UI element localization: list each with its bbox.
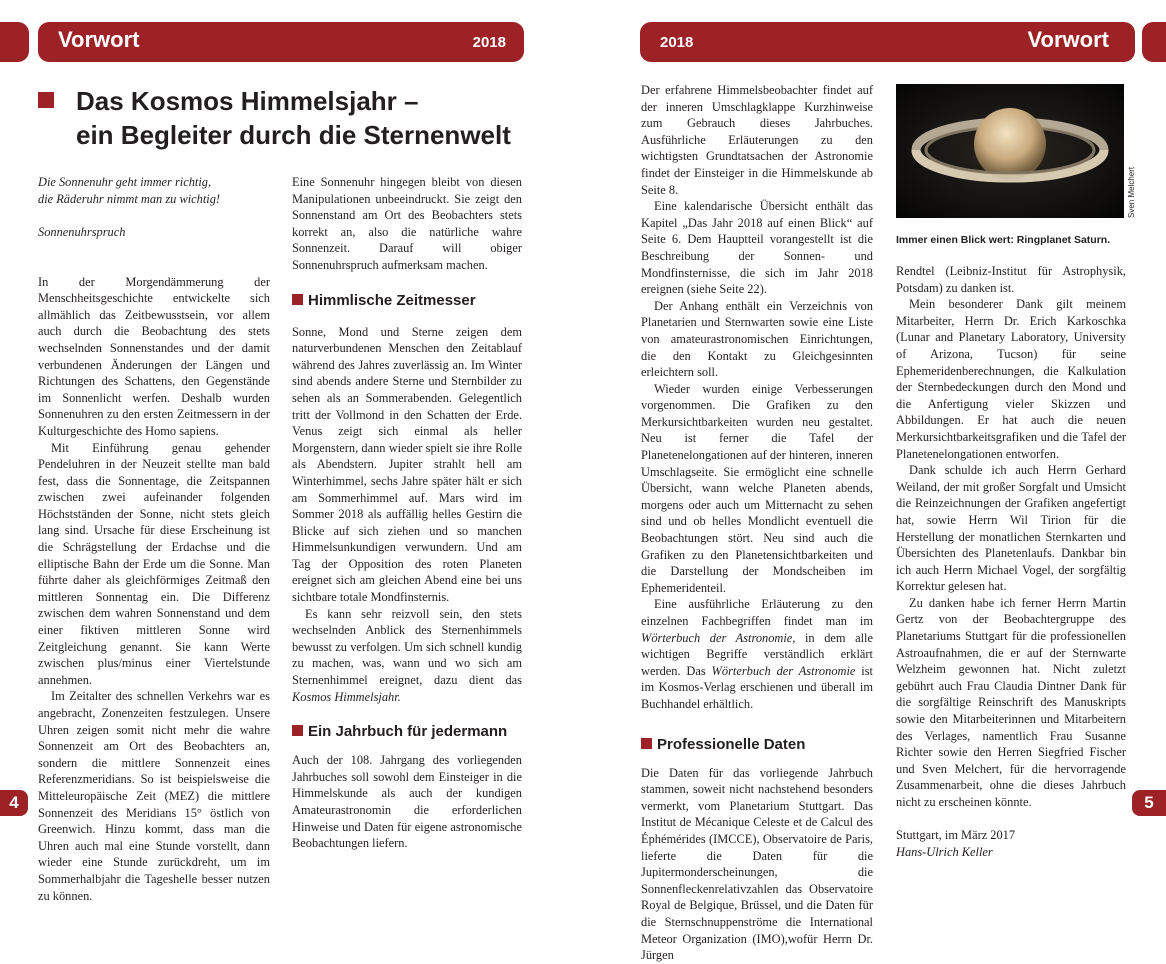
left-edge-tab xyxy=(0,22,29,62)
page-number-left: 4 xyxy=(0,790,28,816)
saturn-image xyxy=(896,84,1124,218)
motto-line-2: die Räderuhr nimmt man zu wichtig! xyxy=(38,191,221,206)
right-edge-tab xyxy=(1142,22,1166,62)
spacer xyxy=(896,811,1126,828)
photo-caption: Immer einen Blick wert: Ringplanet Saturn. xyxy=(896,234,1111,246)
motto-line-1: Die Sonnenuhr geht immer richtig, xyxy=(38,175,212,189)
signature-place-date: Stuttgart, im März 2017 xyxy=(896,828,1016,843)
spacer xyxy=(38,240,270,257)
paragraph: Wieder wurden einige Verbesserungen vorgenommen. Die Grafiken zu den Merkursichtbarkeiten wurden neu gestaltet. Neu ist ferner die Tafel der Planetenelongationen auf der hinteren, inneren Umschlagseite. Sie ermöglicht eine schnelle Übersicht, wann welche Planeten abends, morgens oder auch um Mitternacht zu sehen sind und ob helles Mondlicht eventuell die Beobachtungen stört. Neu sind auch die Grafiken zu den Planetensichtbarkeiten und die Darstellung der Mondscheiben im Ephemeridenteil. xyxy=(641,381,873,595)
paragraph: Rendtel (Leibniz-Institut für Astrophysik, Potsdam) zu danken ist. xyxy=(896,264,1126,295)
paragraph: Der Anhang enthält ein Verzeichnis von Planetarien und Sternwarten sowie eine Liste von amateurastronomischen Einrichtungen, die den Kontakt zu Gleichgesinnten erleichtern soll. xyxy=(641,298,873,380)
title-line-1: Das Kosmos Himmelsjahr – xyxy=(76,86,419,116)
heading-square-icon xyxy=(292,294,303,305)
right-page-header xyxy=(640,22,1135,62)
section-heading-professionelle-daten: Professionelle Daten xyxy=(641,735,873,755)
right-header-title: Vorwort xyxy=(1027,27,1109,52)
column-1 xyxy=(38,174,270,904)
paragraph: Sonne, Mond und Sterne zeigen dem naturverbundenen Menschen den Zeitablauf während des Jahres zuverlässig an. Im Winter sind abends andere Sterne und Sternbilder zu sehen als an Sommerabenden. Gelegentlich tritt der Vollmond in den Schatten der Erde. Venus zeigt sich einmal als heller Morgenstern, dann wieder spielt sie ihre Rolle als Abendstern. Jupiter strahlt hell am Winterhimmel, sechs Jahre später hält er sich am Sommerhimmel auf. Mars wird im Sommer 2018 als auffällig helles Gestirn die Blicke auf sich ziehen und so manchen Himmelsunkundigen verwundern. Und am Tag der Opposition des roten Planeten ereignet sich am gleichen Abend eine bei uns sichtbare totale Mondfinsternis. xyxy=(292,324,522,605)
paragraph: Der erfahrene Himmelsbeobachter findet auf der inneren Umschlagklappe Kurzhinweise zum Gebrauch dieses Jahrbuches. Ausführliche Erläuterungen zu den wichtigsten Grundtatsachen der Astronomie findet der Einsteiger in die Himmelskunde ab Seite 8. xyxy=(641,83,873,197)
paragraph: Auch der 108. Jahrgang des vorliegenden Jahrbuches soll sowohl dem Einsteiger in die Himmelskunde als auch der kundigen Amateurastronomin die erforderlichen Hinweise und Daten für eigene astronomische Beobachtungen liefern. xyxy=(292,753,522,851)
section-heading-ein-jahrbuch: Ein Jahrbuch für jedermann xyxy=(292,722,522,742)
paragraph: Mit Einführung genau gehender Pendeluhren in der Neuzeit stellte man bald fest, dass die Sonnentage, die Zeitspannen zwischen zwei aufeinander folgenden Höchstständen der Sonne, nicht stets gleich lang sind. Ursache für diese Erscheinung ist die Schrägstellung der Erdachse und die elliptische Bahn der Erde um die Sonne. Man führte daher als gleichförmiges Zeitmaß den mittleren Sonnentag ein. Die Differenz zwischen dem wahren Sonnenstand und dem einer fiktiven mittleren Sonne wird Zeitgleichung genannt. Sie kann Werte zwischen plus/minus einer Viertelstunde annehmen. xyxy=(38,440,270,687)
paragraph: Es kann sehr reizvoll sein, den stets wechselnden Anblick des Sternenhimmels bewusst zu verfolgen. Um sich schnell kundig zu machen, was, wann und wo sich am Sternenhimmel ereignet, dazu dient das Kosmos Himmelsjahr. xyxy=(292,606,522,704)
paragraph: Zu danken habe ich ferner Herrn Martin Gertz von der Beobachtergruppe des Planetariums Stuttgart für die professionellen Astroaufnahmen, die er auf der Sternwarte Welzheim gewonnen hat. Nicht zuletzt gebührt auch Frau Claudia Dintner Dank für die sorgfältige Reinschrift des Manuskripts sowie den Mitarbeiterinnen und Mitarbeitern des Verlages, namentlich Frau Susanne Richter sowie den Herren Siegfried Fischer und Sven Melchert, für die hervorragende Zusammenarbeit, ohne die dieses Jahrbuch nicht zu erscheinen könnte. xyxy=(896,595,1126,809)
paragraph: In der Morgendämmerung der Menschheitsgeschichte entwickelte sich allmählich das Zeitbewusstsein, vor allem auch durch die Beobachtung des stets wechselnden Sonnenstandes und der damit verbundenen Änderungen der Längen und Richtungen des Schattens, den Gegenstände im Sonnenlicht werfen. Deshalb wurden Sonnenuhren zu den ersten Zeitmessern in der Kulturgeschichte des Homo sapiens. xyxy=(38,274,270,438)
column-4 xyxy=(896,263,1126,860)
spacer xyxy=(38,207,270,224)
column-2 xyxy=(292,174,522,852)
paragraph: Die Daten für das vorliegende Jahrbuch stammen, soweit nicht nachstehend besonders vermerkt, vom Planetarium Stuttgart. Das Institut de Mécanique Celeste et de Calcul des Éphémérides (IMCCE), Observatoire de Paris, lieferte die Daten für die Jupitermonderscheinungen, die Sonnenfleckenrelativzahlen das Observatoire Royal de Belgique, Brüssel, und die Daten für die Sternschnuppenströme die International Meteor Organization (IMO),wofür Herrn Dr. Jürgen xyxy=(641,765,873,963)
paragraph: Im Zeitalter des schnellen Verkehrs war es angebracht, Zonenzeiten festzulegen. Unsere Uhren zeigen somit nicht mehr die wahre Sonnenzeit am Ort des Beobachters an, sondern die mittlere Sonnenzeit eines Referenzmeridians. So ist beispielsweise die Mitteleuropäische Zeit (MEZ) die mittlere Sonnenzeit des Meridians 15° östlich von Greenwich. Hinzu kommt, dass man die Uhren auch mal eine Stunde vorstellt, dann wieder eine Stunde zurückdreht, um im Sommerhalbjahr die Tageshelle besser nutzen zu können. xyxy=(38,689,270,903)
column-3 xyxy=(641,82,873,964)
signature-author: Hans-Ulrich Keller xyxy=(896,844,993,859)
section-heading-himmlische-zeitmesser: Himmlische Zeitmesser xyxy=(292,291,522,311)
spacer xyxy=(38,257,270,274)
left-header-title: Vorwort xyxy=(58,27,140,52)
paragraph: Mein besonderer Dank gilt meinem Mitarbeiter, Herrn Dr. Erich Karkoschka (Lunar and Planetary Laboratory, University of Arizona, Tucson) für seine Ephemeridenberechnungen, die Kalkulation der Sternbedeckungen durch den Mond und die Anfertigung vieler Skizzen und Abbildungen. Er hat auch die neuen Merkursichtbarkeitsgrafiken und die Tafel der Planetenelongationen entworfen. xyxy=(896,297,1126,461)
paragraph: Eine Sonnenuhr hingegen bleibt von diesen Manipulationen unbeeindruckt. Sie zeigt den Sonnenstand am Ort des Beobachters stets korrekt an, also die natürliche wahre Sonnenzeit. Darauf will obiger Sonnenuhrspruch aufmerksam machen. xyxy=(292,175,522,272)
paragraph: Dank schulde ich auch Herrn Gerhard Weiland, der mit großer Sorgfalt und Umsicht die Reinzeichnungen der Grafiken angefertigt hat, sowie Herrn Wil Tirion für die Herstellung der monatlichen Sternkarten und Übersichten des Planetenlaufs. Dankbar bin ich auch Herrn Michael Vogel, der sorgfältig Korrektur gelesen hat. xyxy=(896,463,1126,594)
photo-credit: Sven Melchert xyxy=(1127,166,1136,218)
motto-source: Sonnenuhrspruch xyxy=(38,224,126,239)
paragraph: Eine ausführliche Erläuterung zu den einzelnen Fachbegriffen findet man im Wörterbuch der Astronomie, in dem alle wichtigen Begriffe verständlich erklärt werden. Das Wörterbuch der Astronomie ist im Kosmos-Verlag erschienen und überall im Buchhandel erhältlich. xyxy=(641,597,873,711)
title-square-icon xyxy=(38,92,54,108)
left-header-year: 2018 xyxy=(472,34,506,51)
right-header-year: 2018 xyxy=(660,34,694,51)
page-title xyxy=(38,84,518,152)
left-page-header xyxy=(38,22,524,62)
title-line-2: ein Begleiter durch die Sternenwelt xyxy=(76,120,511,150)
heading-square-icon xyxy=(292,725,303,736)
saturn-photo xyxy=(896,84,1124,218)
heading-square-icon xyxy=(641,738,652,749)
page-number-right: 5 xyxy=(1132,790,1166,816)
paragraph: Eine kalendarische Übersicht enthält das Kapitel „Das Jahr 2018 auf einen Blick“ auf Seite 6. Dem Hauptteil vorangestellt ist die Beschreibung der Sonnen- und Mondfinsternisse, die sich im Jahr 2018 ereignen (siehe Seite 22). xyxy=(641,199,873,297)
